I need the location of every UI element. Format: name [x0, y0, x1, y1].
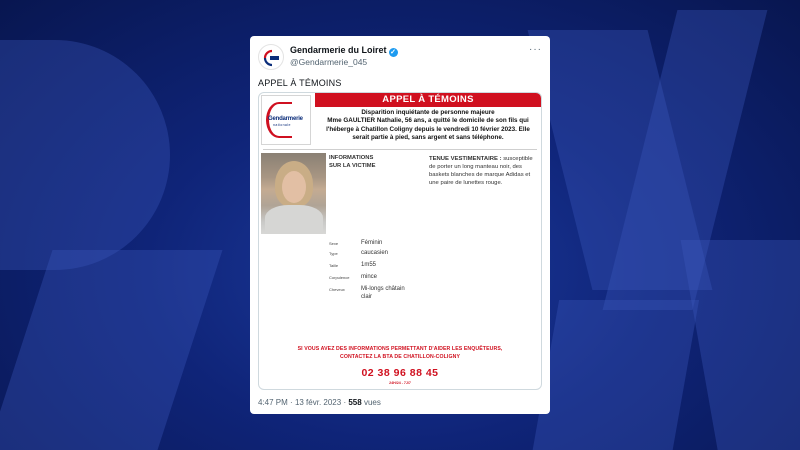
bg-shape [531, 300, 699, 450]
clothing-description [429, 155, 539, 187]
info-title-line1: INFORMATIONS [329, 155, 374, 161]
detail-label-type: Type [329, 251, 338, 256]
verified-check-icon: ✓ [390, 49, 396, 56]
clothing-text: susceptible de porter un long manteau noir, des baskets blanches de marque Adidas et une paire de lunettes rouge. [429, 156, 533, 186]
tweet-card [250, 36, 550, 414]
views-label: vues [363, 398, 381, 407]
phone-number: 02 38 96 88 45 [361, 367, 439, 379]
info-title-line2: SUR LA VICTIME [329, 162, 376, 169]
detail-value-sex: Féminin [361, 240, 383, 246]
cta-line2: CONTACTEZ LA BTA DE CHATILLON-COLIGNY [339, 354, 461, 360]
hours-text: 24H/24 - 7J/7 [389, 381, 411, 385]
more-dots-icon[interactable]: ··· [529, 44, 542, 55]
tweet-meta [258, 398, 381, 407]
views-count: 558 [348, 398, 362, 407]
divider [263, 149, 537, 150]
gendarmerie-logo-icon [259, 45, 284, 70]
cta-line1: SI VOUS AVEZ DES INFORMATIONS PERMETTANT D'AIDER LES ENQUÊTEURS, [297, 346, 503, 352]
account-handle[interactable]: @Gendarmerie_045 [290, 57, 368, 67]
bg-shape [0, 250, 222, 450]
poster-banner: APPEL À TÉMOINS [315, 93, 541, 107]
detail-label-height: Taille [329, 263, 339, 268]
tweet-text: APPEL À TÉMOINS [258, 78, 342, 88]
detail-value-build: mince [361, 274, 378, 280]
detail-value-hair: Mi-longs châtain clair [361, 286, 405, 300]
bg-shape [0, 40, 170, 270]
meta-separator: · [343, 398, 347, 407]
avatar[interactable] [258, 44, 284, 70]
call-to-action [259, 345, 541, 361]
intro-title: Disparition inquiétante de personne majeure [361, 109, 495, 116]
detail-value-height: 1m55 [361, 262, 377, 268]
clothing-title: TENUE VESTIMENTAIRE : [429, 156, 502, 162]
intro-body: Mme GAULTIER Nathalie, 56 ans, a quitté le domicile de son fils qui l'héberge à Chatillon Coligny depuis le vendredi 10 février 2023. Elle serait partie à pied, sans argent et sans téléphone. [326, 117, 530, 142]
tweet-header [258, 42, 542, 72]
account-name-text[interactable]: Gendarmerie du Loiret [290, 45, 387, 55]
gendarmerie-logo [261, 95, 311, 145]
detail-label-hair: Cheveux [329, 287, 345, 292]
logo-subtext: nationale [273, 123, 291, 127]
detail-value-type: caucasien [361, 250, 389, 256]
logo-text: Gendarmerie [268, 116, 303, 122]
info-title [329, 155, 389, 170]
tweet-date[interactable]: 13 févr. 2023 [294, 398, 342, 407]
victim-photo [261, 153, 326, 234]
photo-scarf [265, 205, 323, 234]
bg-shape [681, 240, 800, 450]
tweet-image[interactable] [258, 92, 542, 390]
detail-label-build: Corpulence [329, 275, 350, 280]
detail-label-sex: Sexe [329, 241, 339, 246]
meta-separator: · [290, 398, 293, 407]
tweet-time[interactable]: 4:47 PM [258, 398, 288, 407]
photo-face [282, 171, 306, 203]
account-name[interactable] [290, 45, 398, 57]
